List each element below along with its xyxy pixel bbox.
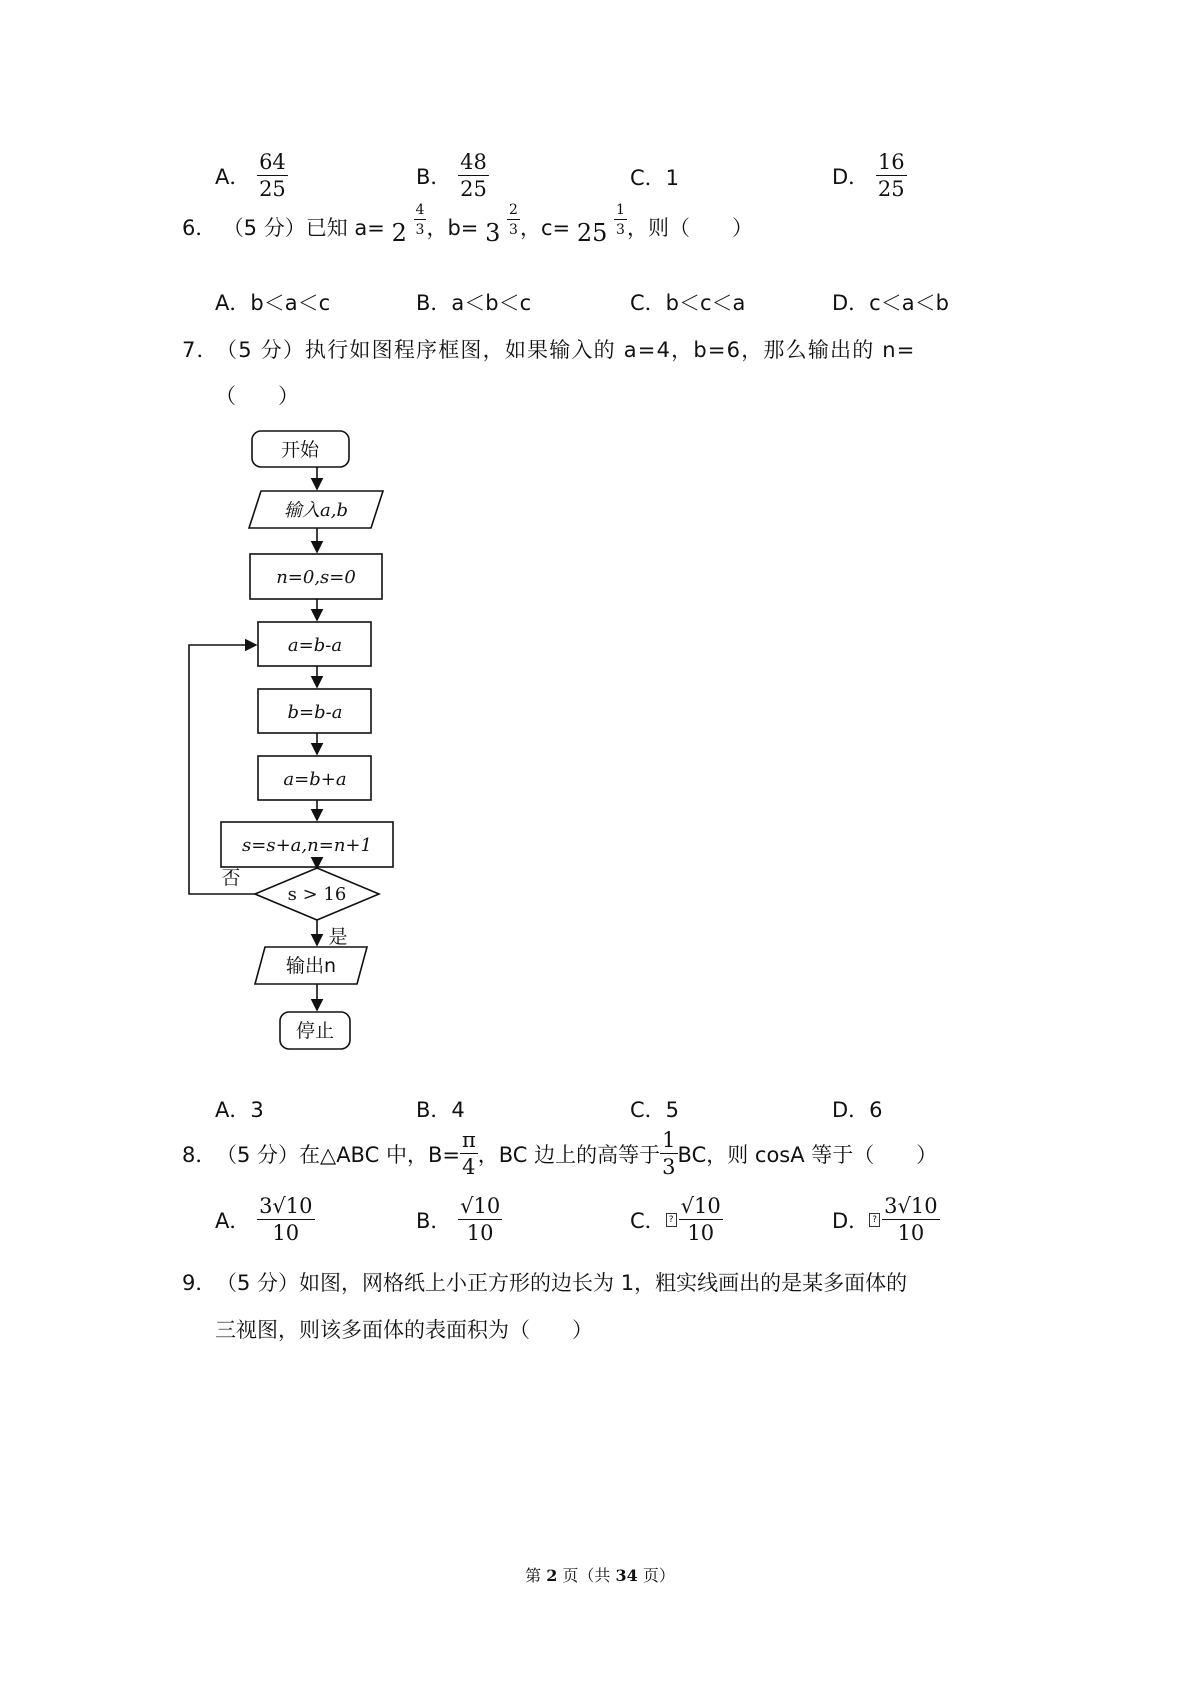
flowchart-yes-label: 是 <box>328 926 348 948</box>
q5-option-d: D． $\frac{16}{25}$ <box>832 150 905 201</box>
fraction: $\frac{3√10}{10}$ <box>259 1194 313 1245</box>
flowchart-step2-label: b=b-a <box>287 702 343 723</box>
unknown-glyph-icon: ? <box>666 1213 677 1227</box>
q6-option-c: C．b＜c＜a <box>630 291 746 315</box>
fraction: $\frac{√10}{10}$ <box>680 1194 721 1245</box>
flowchart-step4-label: s=s+a,n=n+1 <box>242 835 372 856</box>
flowchart-start-label: 开始 <box>280 439 320 461</box>
q7-option-c: C．5 <box>630 1098 680 1122</box>
q6-option-d: D．c＜a＜b <box>832 291 949 315</box>
flowchart-condition-label: s > 16 <box>287 884 347 905</box>
page-number: 2 <box>546 1566 558 1585</box>
fraction: $\frac{3√10}{10}$ <box>884 1194 938 1245</box>
q9-stem-line2: 三视图，则该多面体的表面积为（ ） <box>215 1318 593 1342</box>
q8-option-a: A． $\frac{3√10}{10}$ <box>215 1194 313 1245</box>
flowchart-input-label: 输入a,b <box>284 500 348 521</box>
fraction: $\frac{√10}{10}$ <box>460 1194 501 1245</box>
page-total: 34 <box>615 1566 638 1585</box>
q5-option-c: C．1 <box>630 166 680 190</box>
q5-option-a: A． $\frac{64}{25}$ <box>215 150 286 201</box>
q6-option-a: A．b＜a＜c <box>215 291 331 315</box>
page-footer: 第 2 页（共 34 页） <box>525 1566 675 1585</box>
power-a: 2 $\frac{4}{3}$ <box>391 201 425 247</box>
q8-stem: 8．（5 分）在△ABC 中，B= $\frac{\pi}{4}$ ，BC 边上的高等于 $\frac{1}{3}$ BC，则 cosA 等于（ ） <box>182 1128 938 1179</box>
flowchart-init-label: n=0,s=0 <box>276 567 356 588</box>
fraction: $\frac{64}{25}$ <box>259 150 286 201</box>
flowchart-stop-label: 停止 <box>295 1020 335 1042</box>
flowchart-step3-label: a=b+a <box>283 769 347 790</box>
flowchart-step1-label: a=b-a <box>287 635 343 656</box>
power-b: 3 $\frac{2}{3}$ <box>485 201 518 247</box>
unknown-glyph-icon: ? <box>869 1213 880 1227</box>
q8-option-b: B． $\frac{√10}{10}$ <box>416 1194 501 1245</box>
q6-option-b: B．a＜b＜c <box>416 291 532 315</box>
q8-option-d: D． ? $\frac{3√10}{10}$ <box>832 1194 938 1245</box>
flowchart <box>175 425 435 1070</box>
fraction: $\frac{\pi}{4}$ <box>461 1128 476 1179</box>
fraction: $\frac{16}{25}$ <box>877 150 905 201</box>
q8-option-c: C． ? $\frac{√10}{10}$ <box>630 1194 721 1245</box>
q7-option-d: D．6 <box>832 1098 883 1122</box>
flowchart-output-label: 输出n <box>285 955 337 977</box>
q6-stem: 6． （5 分）已知 a= 2 $\frac{4}{3}$ ，b= 3 $\frac{2}{3}$ ，c= 25 $\frac{1}{3}$ ，则（ ） <box>182 201 753 247</box>
q9-stem-line1: 9．（5 分）如图，网格纸上小正方形的边长为 1，粗实线画出的是某多面体的 <box>182 1271 908 1295</box>
flowchart-loop-arrow <box>189 645 256 894</box>
fraction: $\frac{1}{3}$ <box>662 1128 676 1179</box>
flowchart-no-label: 否 <box>221 867 241 889</box>
q7-option-a: A．3 <box>215 1098 264 1122</box>
fraction: $\frac{48}{25}$ <box>460 150 487 201</box>
q7-stem-line2: （ ） <box>215 384 299 408</box>
q7-stem-line1: 7．（5 分）执行如图程序框图，如果输入的 a=4，b=6，那么输出的 n= <box>182 338 916 362</box>
power-c: 25 $\frac{1}{3}$ <box>576 201 625 247</box>
q5-option-b: B． $\frac{48}{25}$ <box>416 150 487 201</box>
q7-option-b: B．4 <box>416 1098 465 1122</box>
